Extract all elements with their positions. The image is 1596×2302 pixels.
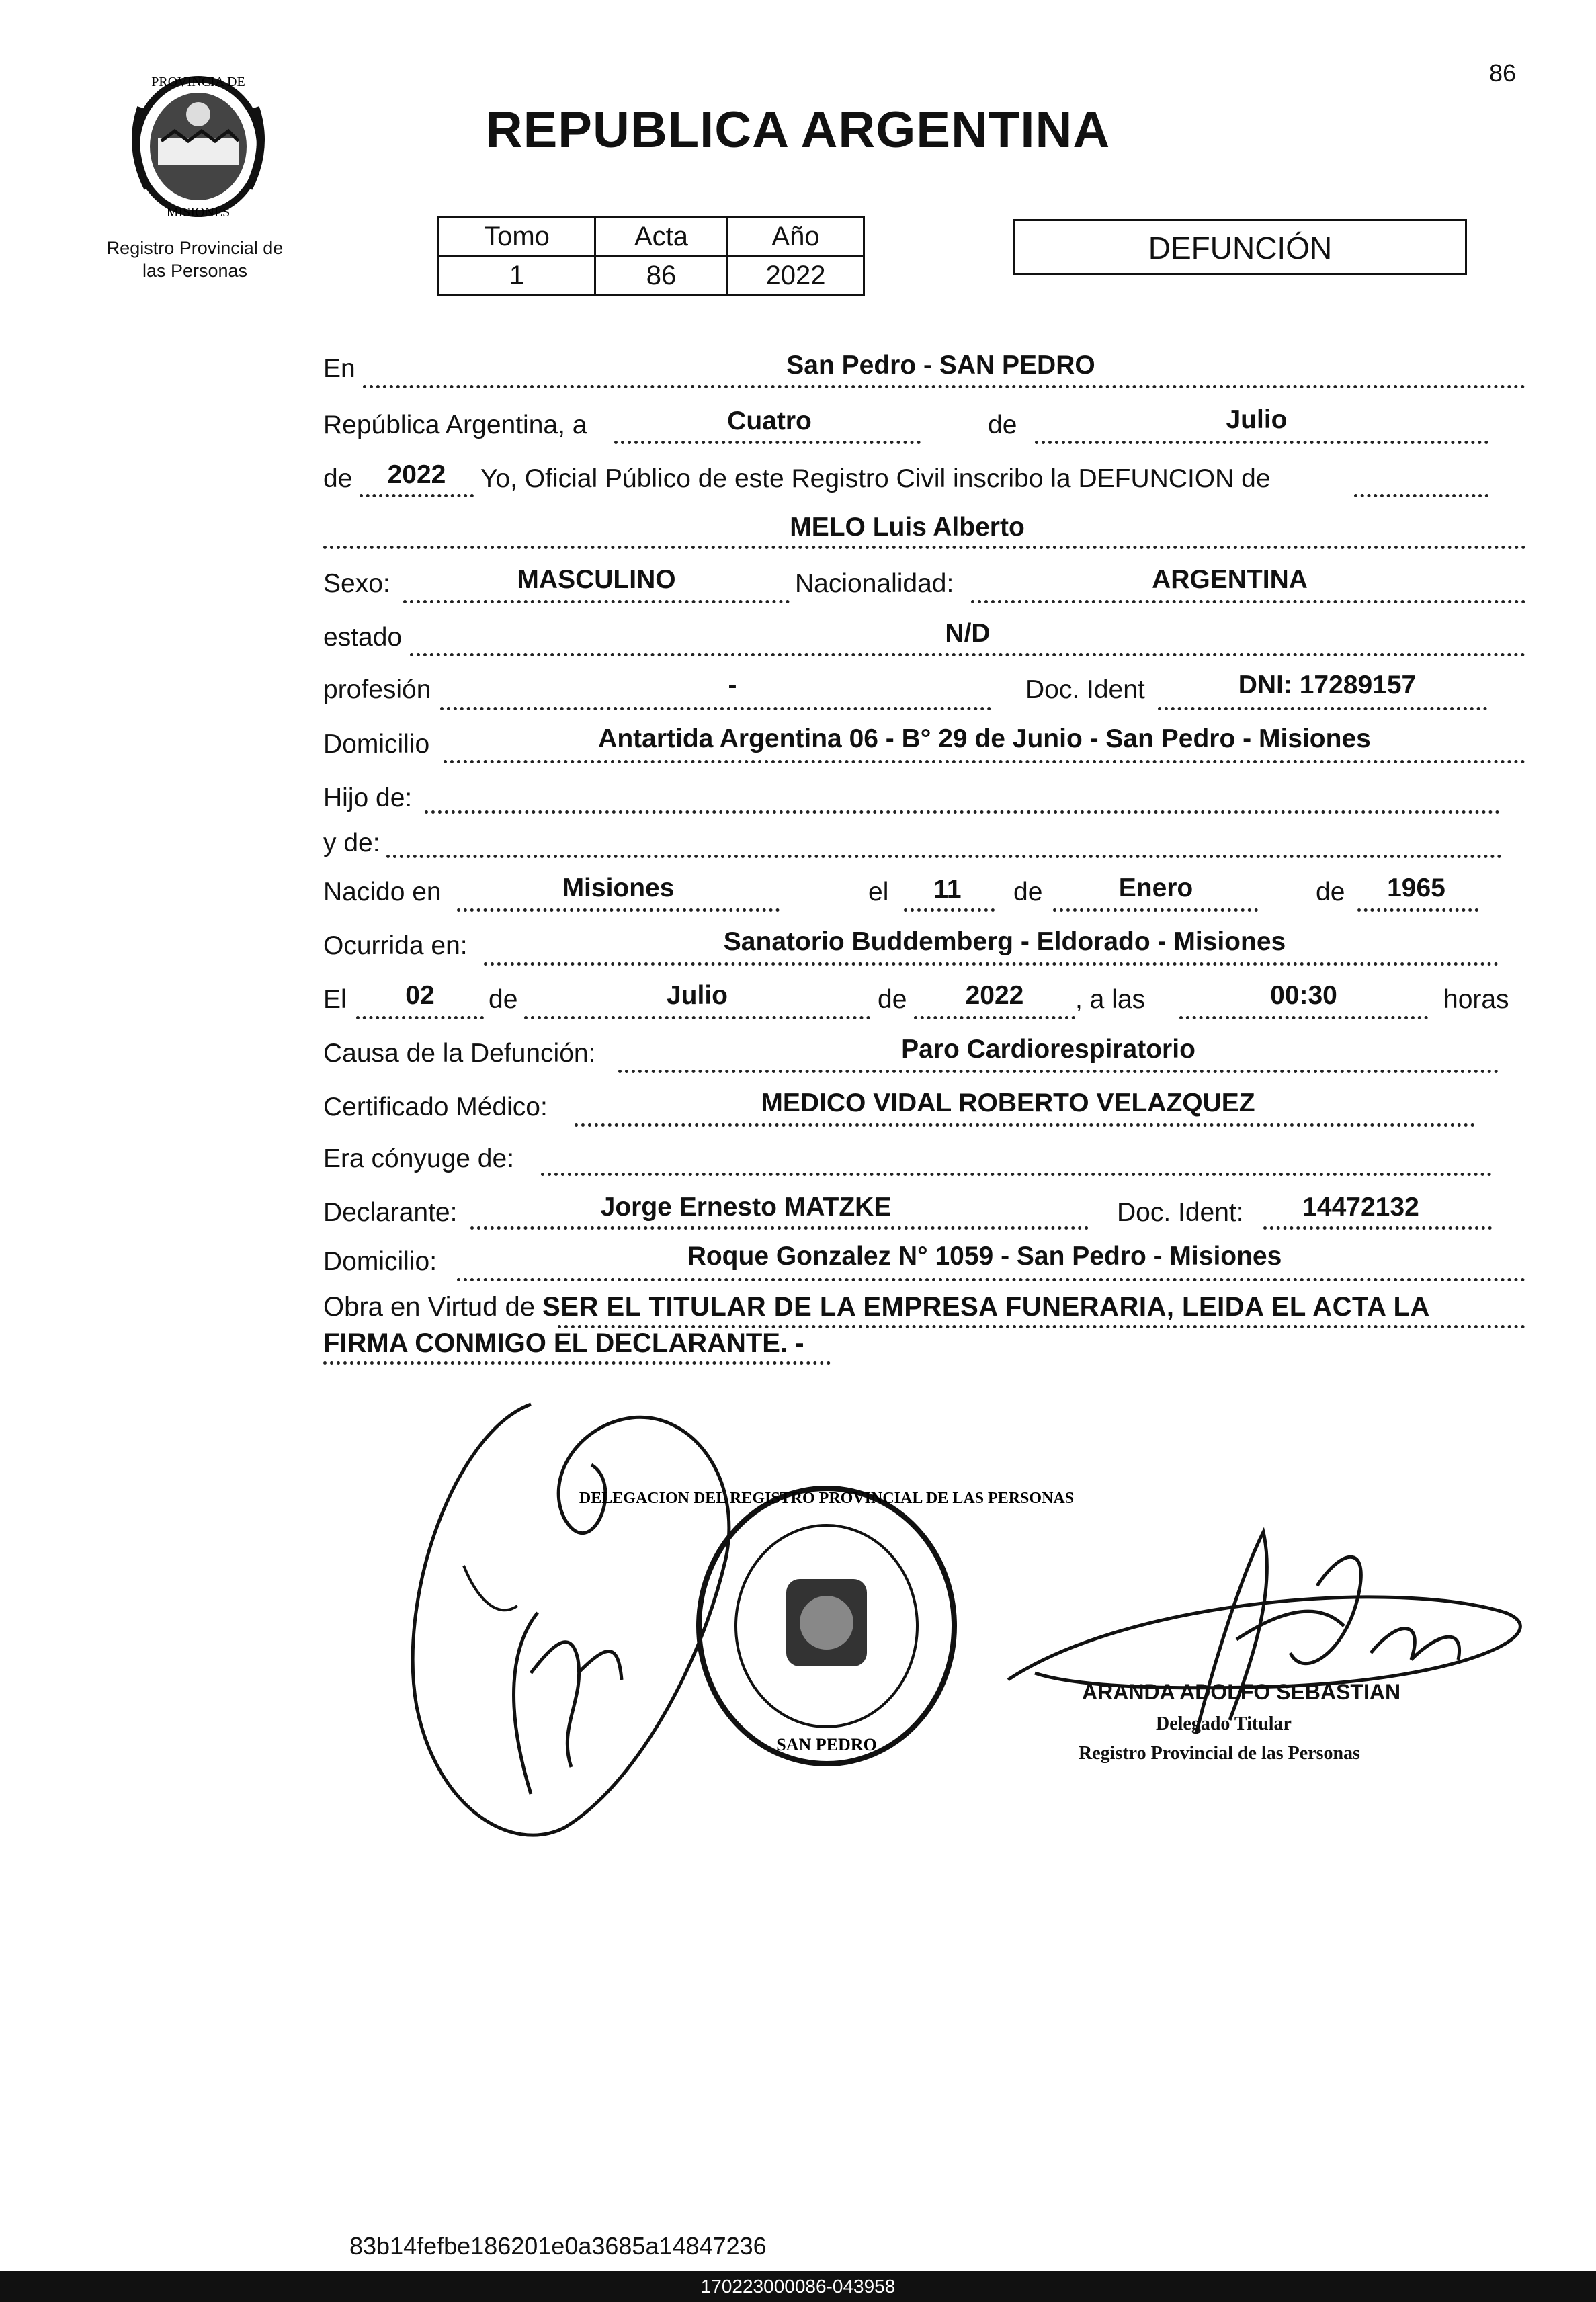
death-month-value: Julio xyxy=(666,981,728,1010)
dotted-line xyxy=(457,1278,1525,1281)
y-de-label: y de: xyxy=(323,828,380,857)
birth-day-value: 11 xyxy=(933,875,962,904)
birth-year-value: 1965 xyxy=(1387,873,1445,902)
declarante-doc-value: 14472132 xyxy=(1302,1193,1419,1222)
dotted-line xyxy=(457,908,780,912)
death-place-value: Sanatorio Buddemberg - Eldorado - Misiones xyxy=(723,927,1286,956)
obra-line xyxy=(323,1292,1430,1322)
de-label: de xyxy=(323,464,353,493)
tomo-header: Tomo xyxy=(439,218,595,257)
dotted-line xyxy=(360,494,474,497)
dotted-line xyxy=(614,441,921,444)
estado-label: estado xyxy=(323,623,403,652)
nacido-label: Nacido en xyxy=(323,878,442,906)
document-hash: 83b14fefbe186201e0a3685a14847236 xyxy=(349,2232,767,2260)
el-label: el xyxy=(868,878,889,906)
month-value: Julio xyxy=(1226,405,1288,434)
birth-month-value: Enero xyxy=(1118,873,1193,902)
dotted-line xyxy=(484,962,1499,966)
dotted-line xyxy=(440,707,991,710)
dotted-line xyxy=(1357,908,1478,912)
doc-ident-label: Doc. Ident xyxy=(1025,675,1145,704)
declarante-value: Jorge Ernesto MATZKE xyxy=(600,1193,892,1222)
day-word-value: Cuatro xyxy=(727,407,812,435)
declarante-domicilio-value: Roque Gonzalez N° 1059 - San Pedro - Misiones xyxy=(687,1242,1282,1271)
dotted-line xyxy=(1158,707,1487,710)
dotted-line xyxy=(1354,494,1488,497)
declarante-label: Declarante: xyxy=(323,1198,458,1227)
official-name: ARANDA ADOLFO SEBASTIAN xyxy=(1082,1680,1401,1704)
death-day-value: 02 xyxy=(405,981,435,1010)
official-stamp xyxy=(579,1482,1075,1771)
sexo-label: Sexo: xyxy=(323,569,390,598)
profesion-value: - xyxy=(728,671,737,699)
dotted-line xyxy=(356,1016,484,1019)
svg-text:DELEGACION DEL REGISTRO PROVIN: DELEGACION DEL REGISTRO PROVINCIAL DE LAS PERSONAS xyxy=(579,1490,1075,1507)
certificado-value: MEDICO VIDAL ROBERTO VELAZQUEZ xyxy=(761,1089,1255,1117)
dotted-line xyxy=(386,855,1502,858)
dotted-line xyxy=(444,760,1525,763)
death-time-value: 00:30 xyxy=(1270,981,1337,1010)
dotted-line xyxy=(541,1173,1492,1176)
de-label: de xyxy=(1316,878,1345,906)
deceased-name: MELO Luis Alberto xyxy=(790,513,1025,542)
official-statement: Yo, Oficial Público de este Registro Civil inscribo la DEFUNCION de xyxy=(480,464,1271,493)
ocurrida-label: Ocurrida en: xyxy=(323,931,468,960)
republica-label: República Argentina, a xyxy=(323,411,587,439)
anio-value: 2022 xyxy=(728,257,864,296)
de-label: de xyxy=(1013,878,1043,906)
birthplace-value: Misiones xyxy=(562,873,675,902)
doc-ident-value: DNI: 17289157 xyxy=(1238,671,1417,699)
place-value: San Pedro - SAN PEDRO xyxy=(786,351,1095,380)
domicilio-value: Antartida Argentina 06 - B° 29 de Junio - San Pedro - Misiones xyxy=(598,724,1371,753)
profesion-label: profesión xyxy=(323,675,431,704)
tomo-value: 1 xyxy=(439,257,595,296)
de-label: de xyxy=(988,411,1017,439)
nacionalidad-value: ARGENTINA xyxy=(1152,565,1308,594)
nacionalidad-label: Nacionalidad: xyxy=(795,569,954,598)
estado-value: N/D xyxy=(945,619,991,648)
sexo-value: MASCULINO xyxy=(517,565,676,594)
dotted-line xyxy=(1263,1226,1492,1230)
causa-label: Causa de la Defunción: xyxy=(323,1039,596,1068)
causa-value: Paro Cardiorespiratorio xyxy=(901,1035,1195,1064)
dotted-line xyxy=(524,1016,870,1019)
conyuge-label: Era cónyuge de: xyxy=(323,1144,515,1173)
en-label: En xyxy=(323,354,355,383)
acta-value: 86 xyxy=(595,257,728,296)
domicilio-label: Domicilio: xyxy=(323,1247,437,1276)
document-title: REPUBLICA ARGENTINA xyxy=(485,101,1111,159)
page-number: 86 xyxy=(1489,59,1517,87)
barcode-footer: 170223000086-043958 xyxy=(0,2271,1596,2302)
dotted-line xyxy=(425,810,1500,814)
dotted-line xyxy=(363,385,1525,388)
dotted-line xyxy=(971,600,1525,603)
dotted-line xyxy=(323,1361,831,1365)
dotted-line xyxy=(403,600,790,603)
certificado-label: Certificado Médico: xyxy=(323,1093,548,1121)
el-label: El xyxy=(323,985,347,1014)
dotted-line xyxy=(470,1226,1089,1230)
svg-text:PROVINCIA DE: PROVINCIA DE xyxy=(151,75,245,89)
dotted-line xyxy=(1053,908,1258,912)
svg-text:SAN PEDRO: SAN PEDRO xyxy=(776,1735,877,1754)
hijo-de-label: Hijo de: xyxy=(323,783,413,812)
de-label: de xyxy=(489,985,518,1014)
de-label: de xyxy=(878,985,907,1014)
dotted-line xyxy=(1035,441,1488,444)
anio-header: Año xyxy=(728,218,864,257)
record-type-box: DEFUNCIÓN xyxy=(1013,219,1467,275)
registry-name: Registro Provincial de las Personas xyxy=(106,238,284,281)
dotted-line xyxy=(618,1070,1499,1073)
obra-value-2: FIRMA CONMIGO EL DECLARANTE. - xyxy=(323,1328,804,1358)
a-las-label: , a las xyxy=(1075,985,1146,1014)
dotted-line xyxy=(1179,1016,1428,1019)
dotted-line xyxy=(323,546,1526,549)
domicilio-label: Domicilio xyxy=(323,730,430,759)
obra-value-1: SER EL TITULAR DE LA EMPRESA FUNERARIA, LEIDA EL ACTA LA xyxy=(542,1292,1430,1322)
obra-label: Obra en Virtud de xyxy=(323,1292,536,1322)
dotted-line xyxy=(904,908,995,912)
death-year-value: 2022 xyxy=(965,981,1024,1010)
dotted-line xyxy=(575,1123,1475,1127)
dotted-line xyxy=(914,1016,1075,1019)
svg-text:MISIONES: MISIONES xyxy=(166,205,230,220)
horas-label: horas xyxy=(1443,985,1509,1014)
year-value: 2022 xyxy=(387,460,446,489)
doc-ident-label: Doc. Ident: xyxy=(1117,1198,1244,1227)
reference-table xyxy=(437,216,865,296)
dotted-line xyxy=(410,653,1525,656)
acta-header: Acta xyxy=(595,218,728,257)
official-organization: Registro Provincial de las Personas xyxy=(1079,1743,1360,1764)
official-title: Delegado Titular xyxy=(1156,1713,1292,1734)
